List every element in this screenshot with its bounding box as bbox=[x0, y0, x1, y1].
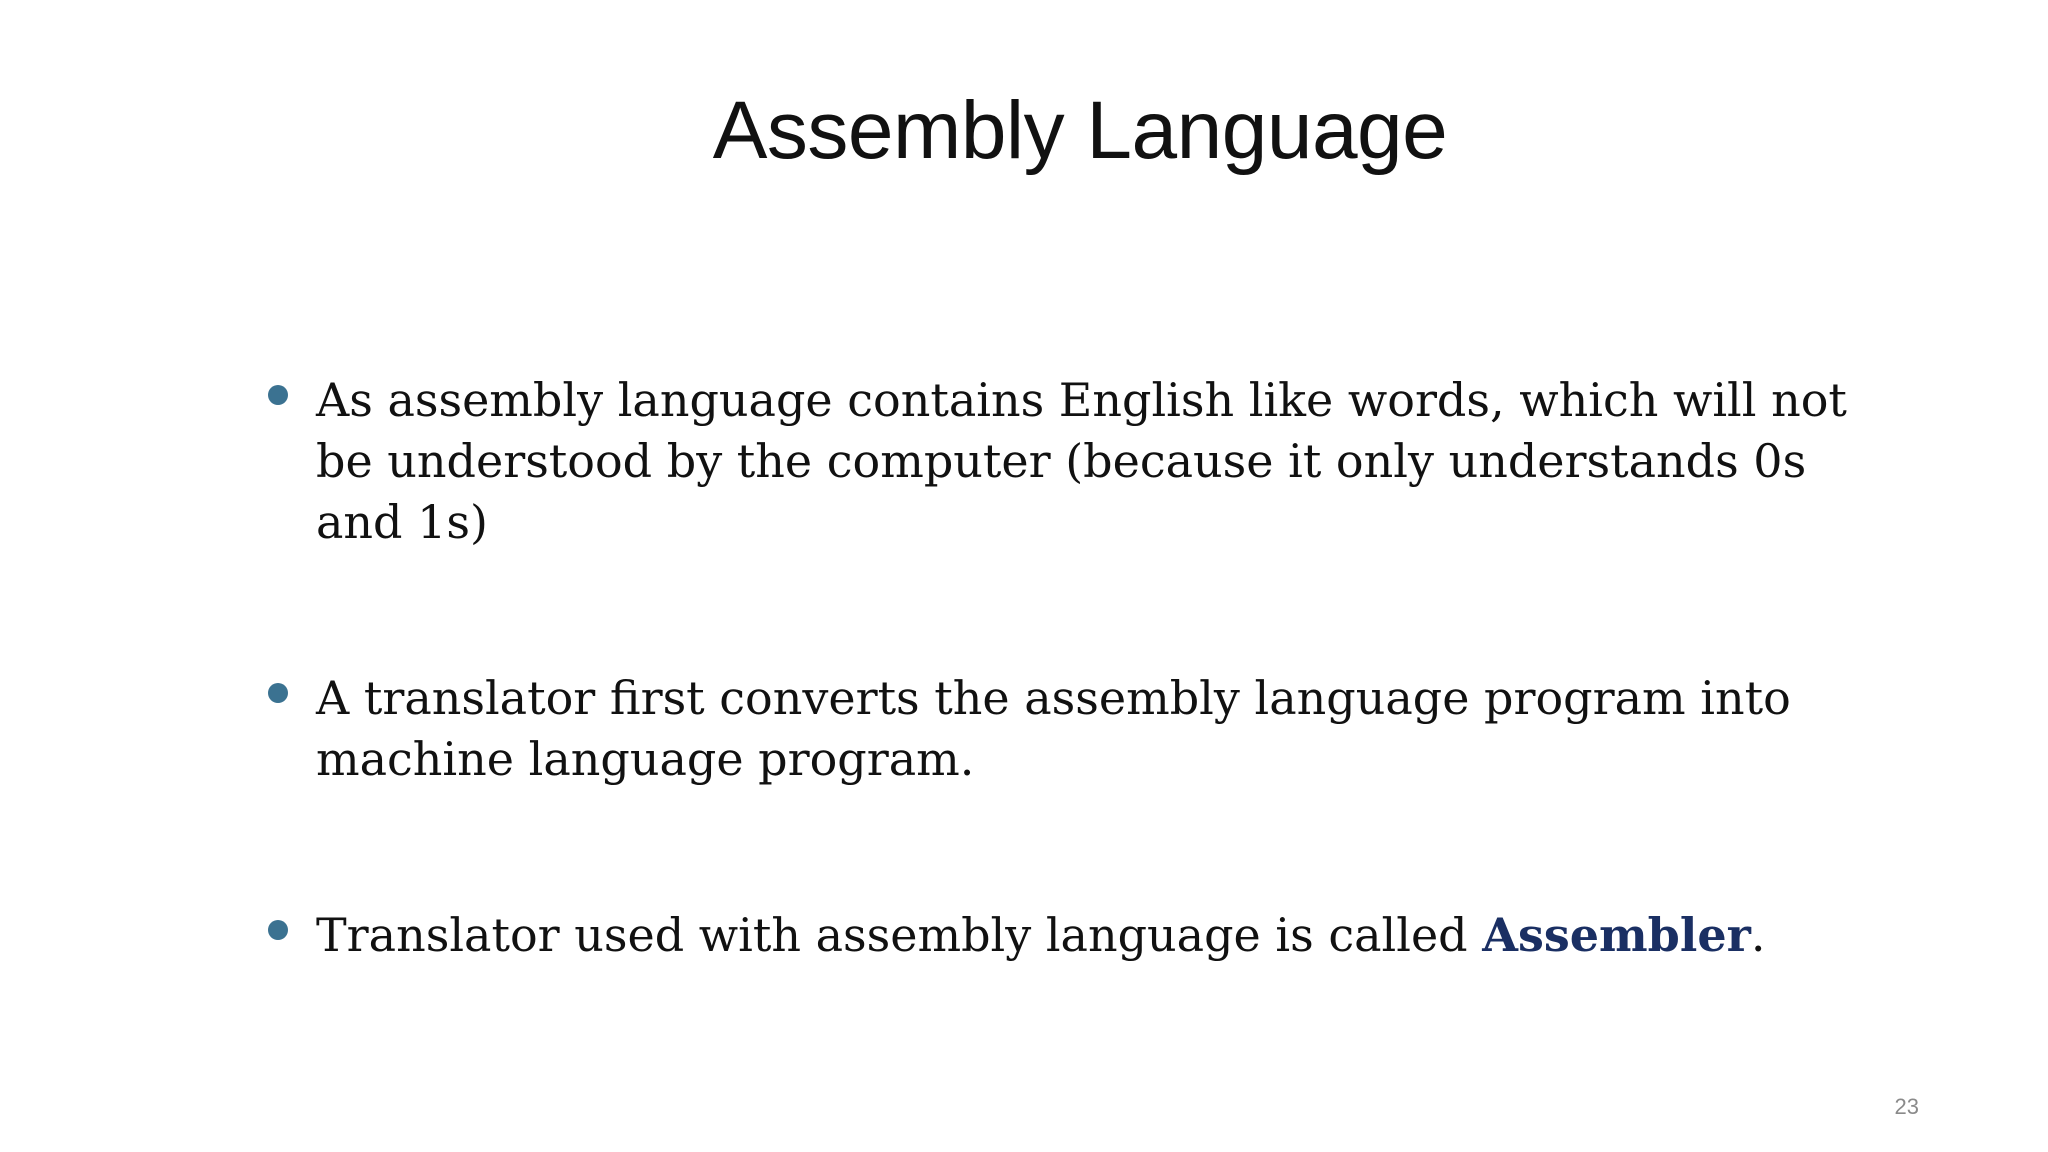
slide-title: Assembly Language bbox=[712, 85, 1448, 176]
bullet-text: A translator first converts the assembly language program into machine language program. bbox=[316, 671, 1791, 786]
bullet-item bbox=[265, 668, 1905, 790]
bullet-list bbox=[265, 370, 1905, 966]
bullet-text: As assembly language contains English like words, which will not be understood by the computer (because it only understands 0s and 1s) bbox=[316, 373, 1847, 549]
bullet-text-end: . bbox=[1750, 908, 1766, 962]
bullet-text: Translator used with assembly language is called bbox=[316, 908, 1483, 962]
bullet-dot-icon bbox=[268, 385, 288, 405]
bullet-dot-icon bbox=[268, 920, 288, 940]
bullet-item bbox=[265, 370, 1905, 553]
emphasized-term: Assembler bbox=[1482, 908, 1751, 962]
page-number: 23 bbox=[1894, 1094, 1919, 1119]
bullet-item bbox=[265, 905, 1905, 966]
bullet-dot-icon bbox=[268, 683, 288, 703]
